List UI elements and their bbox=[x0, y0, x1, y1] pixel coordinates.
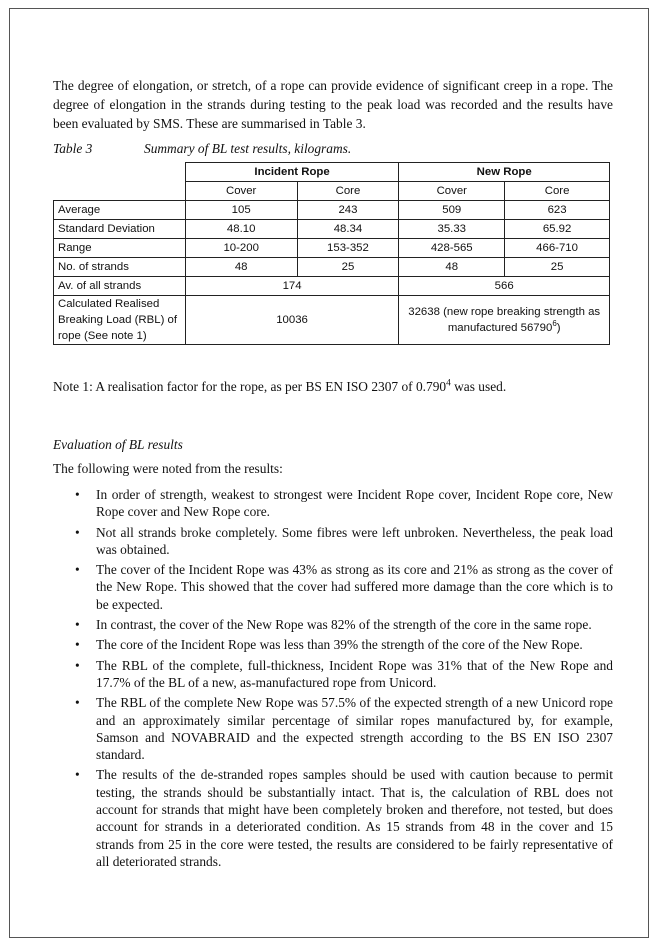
table-cell: 10-200 bbox=[185, 239, 297, 258]
list-item bbox=[53, 524, 613, 559]
list-item-text: Not all strands broke completely. Some fibres were left unbroken. Nevertheless, the peak load was obtained. bbox=[96, 524, 613, 557]
bullet-icon: • bbox=[75, 637, 80, 653]
table-cell: 174 bbox=[185, 277, 399, 296]
list-item-text: The results of the de-stranded ropes samples should be used with caution because to permit testing, the strands should be substantially intact. That is, the calculation of RBL does not account for strands that might have been completely broken and therefore, not tested, but does account for strands in a deteriorated condition. As 15 strands from 48 in the cover and 15 strands from 25 in the core were tested, the results are considered to be fairly representative of all deteriorated strands. bbox=[96, 767, 613, 869]
list-item-text: The RBL of the complete, full-thickness, Incident Rope was 31% that of the New Rope and 17.7% of the BL of a new, as-manufactured rope from Unicord. bbox=[96, 657, 613, 690]
table-cell: 466-710 bbox=[505, 239, 610, 258]
document-body bbox=[53, 76, 613, 873]
list-item bbox=[53, 766, 613, 870]
table-number: Table 3 bbox=[53, 141, 93, 156]
list-item bbox=[53, 616, 613, 633]
list-item bbox=[53, 486, 613, 521]
bullet-icon: • bbox=[75, 767, 80, 783]
list-item-text: In order of strength, weakest to strongest were Incident Rope cover, Incident Rope core, New Rope cover and New Rope core. bbox=[96, 487, 613, 520]
table-cell: 25 bbox=[297, 258, 399, 277]
table-cell: 48.10 bbox=[185, 220, 297, 239]
table-cell: 48 bbox=[399, 258, 505, 277]
table-cell: 35.33 bbox=[399, 220, 505, 239]
table-row-rbl bbox=[54, 296, 610, 345]
list-item-text: The cover of the Incident Rope was 43% as strong as its core and 21% as strong as the cover of the New Rope. This showed that the cover had suffered more damage than the core which is to be expected. bbox=[96, 562, 613, 612]
table-subheader-row bbox=[54, 182, 610, 201]
footnote-ref: 6 bbox=[552, 319, 557, 329]
table-row bbox=[54, 239, 610, 258]
list-item bbox=[53, 561, 613, 613]
header-new-rope: New Rope bbox=[399, 163, 610, 182]
row-label: Average bbox=[54, 201, 186, 220]
bullet-icon: • bbox=[75, 562, 80, 578]
table-cell: 65.92 bbox=[505, 220, 610, 239]
bullet-icon: • bbox=[75, 524, 80, 540]
row-label: Range bbox=[54, 239, 186, 258]
intro-paragraph: The degree of elongation, or stretch, of a rope can provide evidence of significant creep in a rope. The degree of elongation in the strands during testing to the peak load was recorded and the results have been evaluated by SMS. These are summarised in Table 3. bbox=[53, 78, 613, 131]
table-corner bbox=[54, 163, 186, 182]
table-cell: 105 bbox=[185, 201, 297, 220]
rbl-new-close: ) bbox=[556, 322, 561, 334]
list-item-text: The core of the Incident Rope was less than 39% the strength of the core of the New Rope. bbox=[96, 637, 583, 653]
row-label: No. of strands bbox=[54, 258, 186, 277]
row-label: Av. of all strands bbox=[54, 277, 186, 296]
table-row bbox=[54, 220, 610, 239]
table-cell: 153-352 bbox=[297, 239, 399, 258]
table-cell: 428-565 bbox=[399, 239, 505, 258]
table-caption bbox=[53, 138, 613, 160]
table-header-row bbox=[54, 163, 610, 182]
note-1 bbox=[53, 378, 613, 396]
bullet-icon: • bbox=[75, 657, 80, 673]
subheader-incident-core: Core bbox=[297, 182, 399, 201]
table-corner bbox=[54, 182, 186, 201]
footnote-ref: 4 bbox=[446, 378, 451, 389]
header-incident-rope: Incident Rope bbox=[185, 163, 399, 182]
bullet-icon: • bbox=[75, 617, 80, 633]
bullet-icon: • bbox=[75, 487, 80, 502]
table-row bbox=[54, 201, 610, 220]
subheader-new-cover: Cover bbox=[399, 182, 505, 201]
list-item bbox=[53, 694, 613, 763]
table-row bbox=[54, 258, 610, 277]
note-text: Note 1: A realisation factor for the rope, as per BS EN ISO 2307 of 0.790 bbox=[53, 379, 447, 394]
list-item-text: In contrast, the cover of the New Rope was 82% of the strength of the core in the same rope. bbox=[96, 617, 592, 633]
findings-list bbox=[53, 486, 613, 870]
list-item-text: The RBL of the complete New Rope was 57.5% of the expected strength of a new Unicord rope and an approximately similar percentage of similar ropes manufactured by, for example, Samson and NOVABRAID and the expected strength according to the BS EN ISO 2307 standard. bbox=[96, 695, 613, 763]
table-title: Summary of BL test results, kilograms. bbox=[144, 141, 352, 156]
table-cell: 48 bbox=[185, 258, 297, 277]
subheader-incident-cover: Cover bbox=[185, 182, 297, 201]
table-cell: 48.34 bbox=[297, 220, 399, 239]
lead-sentence: The following were noted from the results: bbox=[53, 461, 283, 476]
table-row-average-all bbox=[54, 277, 610, 296]
bl-results-table bbox=[53, 162, 610, 345]
note-tail: was used. bbox=[450, 379, 507, 394]
subheader-new-core: Core bbox=[505, 182, 610, 201]
table-cell: 566 bbox=[399, 277, 610, 296]
table-cell: 10036 bbox=[185, 296, 399, 345]
section-heading: Evaluation of BL results bbox=[53, 437, 183, 452]
table-cell: 623 bbox=[505, 201, 610, 220]
table-cell: 243 bbox=[297, 201, 399, 220]
rbl-new-text: 32638 (new rope breaking strength as manufactured 56790 bbox=[408, 306, 601, 334]
row-label: Calculated Realised Breaking Load (RBL) of rope (See note 1) bbox=[54, 296, 186, 345]
table-cell: 509 bbox=[399, 201, 505, 220]
table-cell: 25 bbox=[505, 258, 610, 277]
row-label: Standard Deviation bbox=[54, 220, 186, 239]
bullet-icon: • bbox=[75, 695, 80, 711]
table-cell-rbl-new bbox=[399, 296, 610, 345]
list-item bbox=[53, 657, 613, 692]
list-item bbox=[53, 636, 613, 653]
